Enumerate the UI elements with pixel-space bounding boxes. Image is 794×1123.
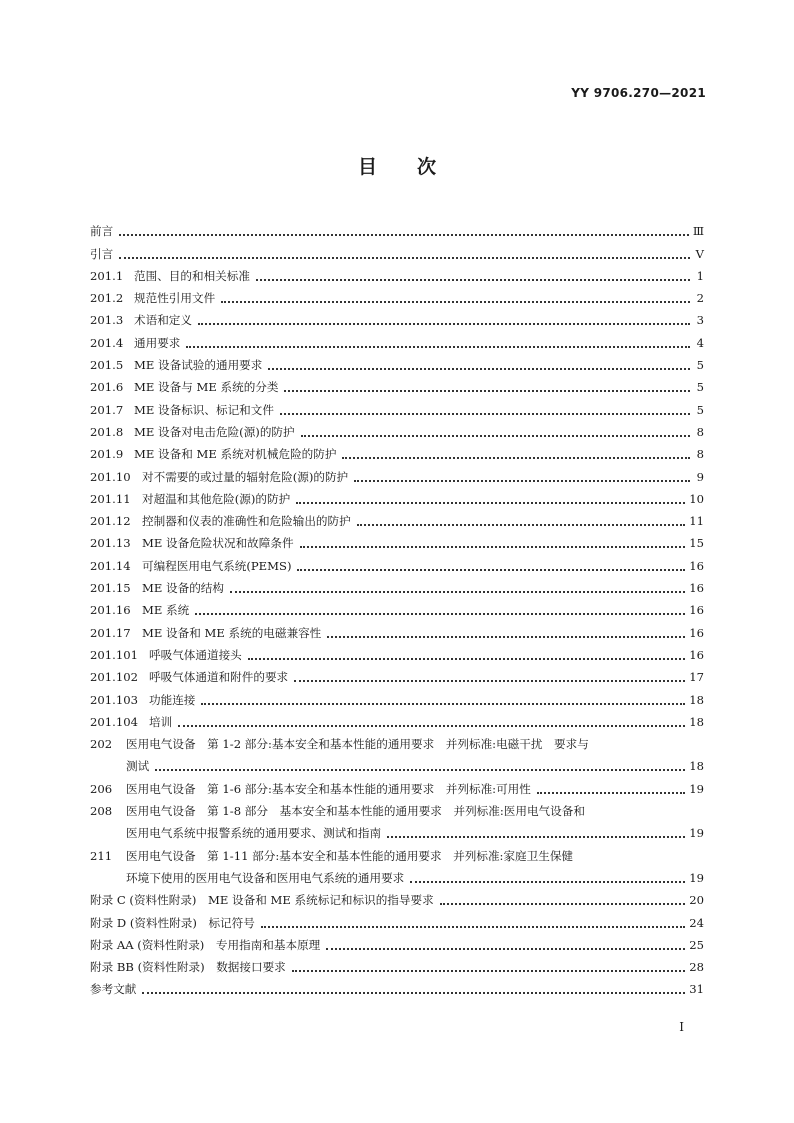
toc-entry-number: 201.4 xyxy=(90,335,124,350)
toc-entry[interactable] xyxy=(90,350,704,372)
title-char-right: 次 xyxy=(417,156,437,178)
toc-entry-page: 5 xyxy=(696,358,704,373)
toc-entry-number: 202 xyxy=(90,737,113,752)
toc-entry-title: 环境下使用的医用电气设备和医用电气系统的通用要求 xyxy=(126,870,405,885)
toc-entry-title: 引言 xyxy=(90,246,114,261)
toc-entry-number: 201.6 xyxy=(90,380,124,395)
toc-entry-page: 19 xyxy=(689,870,704,885)
toc-entry-title: ME 设备标识、标记和文件 xyxy=(134,402,274,417)
dot-leader xyxy=(342,447,690,459)
toc-entry-title: 范围、目的和相关标准 xyxy=(134,268,250,283)
table-of-contents xyxy=(90,216,704,996)
toc-entry[interactable] xyxy=(90,796,704,818)
toc-entry-page: Ⅴ xyxy=(695,246,704,261)
toc-entry-title: 医用电气设备 第 1-11 部分:基本安全和基本性能的通用要求 并列标准:家庭卫生保健 xyxy=(126,848,574,863)
toc-entry-page: 19 xyxy=(689,826,704,841)
toc-entry[interactable] xyxy=(90,216,704,238)
toc-entry[interactable] xyxy=(90,461,704,483)
toc-entry-title: 呼吸气体通道接头 xyxy=(149,647,242,662)
toc-entry-title: 参考文献 xyxy=(90,982,137,997)
dot-leader xyxy=(294,670,685,682)
toc-entry-page: 16 xyxy=(689,647,704,662)
toc-entry-title: 前言 xyxy=(90,224,114,239)
dot-leader xyxy=(186,336,690,348)
toc-entry-title: 功能连接 xyxy=(149,692,196,707)
title-char-left: 目 xyxy=(357,156,377,178)
toc-entry[interactable] xyxy=(90,439,704,461)
dot-leader xyxy=(387,826,685,838)
toc-entry[interactable] xyxy=(90,394,704,416)
page-title xyxy=(0,152,794,179)
toc-entry-number: 201.103 xyxy=(90,692,138,707)
dot-leader xyxy=(327,626,685,638)
toc-entry-title: ME 设备和 ME 系统对机械危险的防护 xyxy=(134,447,337,462)
toc-entry-page: 4 xyxy=(696,335,704,350)
toc-entry[interactable] xyxy=(90,773,704,795)
toc-entry-page: 18 xyxy=(689,714,704,729)
toc-entry-number: 201.3 xyxy=(90,313,124,328)
toc-entry-page: 8 xyxy=(696,447,704,462)
toc-entry-title: 附录 AA (资料性附录) 专用指南和基本原理 xyxy=(90,937,321,952)
toc-entry[interactable] xyxy=(90,930,704,952)
toc-entry-page: 17 xyxy=(689,670,704,685)
toc-entry-number: 201.104 xyxy=(90,714,138,729)
toc-entry-number: 201.17 xyxy=(90,625,131,640)
toc-entry-title: 可编程医用电气系统(PEMS) xyxy=(142,558,292,573)
toc-entry-title: 对超温和其他危险(源)的防护 xyxy=(142,491,291,506)
toc-entry-number: 201.9 xyxy=(90,447,124,462)
toc-entry-title: 医用电气系统中报警系统的通用要求、测试和指南 xyxy=(126,826,382,841)
dot-leader xyxy=(297,559,685,571)
toc-entry-number: 211 xyxy=(90,848,113,863)
toc-entry-page: 16 xyxy=(689,581,704,596)
toc-entry[interactable] xyxy=(90,283,704,305)
toc-entry-title: 规范性引用文件 xyxy=(134,291,216,306)
dot-leader xyxy=(119,247,690,259)
dot-leader xyxy=(292,960,685,972)
toc-entry[interactable] xyxy=(90,305,704,327)
standard-number: YY 9706.270—2021 xyxy=(571,86,706,100)
toc-entry-title: ME 系统 xyxy=(142,603,190,618)
toc-entry[interactable] xyxy=(90,417,704,439)
toc-entry-number: 208 xyxy=(90,804,113,819)
dot-leader xyxy=(280,403,690,415)
toc-entry-page: 25 xyxy=(689,937,704,952)
dot-leader xyxy=(248,648,685,660)
toc-entry-page: Ⅲ xyxy=(692,224,704,239)
toc-entry-title: 培训 xyxy=(149,714,173,729)
toc-entry-title: ME 设备危险状况和故障条件 xyxy=(142,536,294,551)
toc-entry-title: 医用电气设备 第 1-6 部分:基本安全和基本性能的通用要求 并列标准:可用性 xyxy=(126,781,531,796)
toc-entry-page: 5 xyxy=(696,402,704,417)
dot-leader xyxy=(537,782,685,794)
toc-entry-title: ME 设备和 ME 系统的电磁兼容性 xyxy=(142,625,322,640)
toc-entry-page: 16 xyxy=(689,558,704,573)
toc-entry-page: 16 xyxy=(689,625,704,640)
toc-entry-title: 术语和定义 xyxy=(134,313,192,328)
toc-entry-title: ME 设备试验的通用要求 xyxy=(134,358,263,373)
toc-entry-page: 1 xyxy=(696,268,704,283)
toc-entry[interactable] xyxy=(90,684,704,706)
toc-entry[interactable] xyxy=(90,885,704,907)
toc-entry-number: 201.8 xyxy=(90,424,124,439)
toc-entry-page: 5 xyxy=(696,380,704,395)
toc-entry-number: 201.101 xyxy=(90,647,138,662)
dot-leader xyxy=(440,893,686,905)
toc-entry[interactable] xyxy=(90,974,704,996)
toc-entry-number: 201.14 xyxy=(90,558,131,573)
toc-entry[interactable] xyxy=(90,327,704,349)
toc-entry-number: 201.13 xyxy=(90,536,131,551)
toc-entry-page: 8 xyxy=(696,424,704,439)
toc-entry-title: 附录 D (资料性附录) 标记符号 xyxy=(90,915,255,930)
toc-entry[interactable] xyxy=(90,640,704,662)
toc-entry-number: 201.5 xyxy=(90,358,124,373)
dot-leader xyxy=(301,425,690,437)
toc-entry[interactable] xyxy=(90,484,704,506)
dot-leader xyxy=(198,313,690,325)
toc-entry[interactable] xyxy=(90,261,704,283)
dot-leader xyxy=(256,269,690,281)
dot-leader xyxy=(268,358,690,370)
toc-entry-number: 206 xyxy=(90,781,113,796)
toc-entry[interactable] xyxy=(90,662,704,684)
toc-entry[interactable] xyxy=(90,952,704,974)
toc-entry-page: 15 xyxy=(689,536,704,551)
dot-leader xyxy=(296,492,685,504)
toc-entry-page: 24 xyxy=(689,915,704,930)
toc-entry[interactable] xyxy=(90,863,704,885)
dot-leader xyxy=(261,916,685,928)
toc-entry[interactable] xyxy=(90,751,704,773)
dot-leader xyxy=(357,514,686,526)
dot-leader xyxy=(155,759,685,771)
toc-entry-number: 201.7 xyxy=(90,402,124,417)
toc-entry-title: 医用电气设备 第 1-8 部分 基本安全和基本性能的通用要求 并列标准:医用电气设备和 xyxy=(126,804,585,819)
toc-entry-page: 18 xyxy=(689,759,704,774)
toc-entry-page: 3 xyxy=(696,313,704,328)
toc-entry-title: ME 设备对电击危险(源)的防护 xyxy=(134,424,295,439)
toc-entry[interactable] xyxy=(90,707,704,729)
toc-entry-page: 9 xyxy=(696,469,704,484)
toc-entry-number: 201.16 xyxy=(90,603,131,618)
toc-entry[interactable] xyxy=(90,729,704,751)
dot-leader xyxy=(195,603,685,615)
toc-entry-title: 测试 xyxy=(126,759,150,774)
dot-leader xyxy=(300,536,686,548)
toc-entry-number: 201.11 xyxy=(90,491,131,506)
toc-entry[interactable] xyxy=(90,372,704,394)
toc-entry[interactable] xyxy=(90,573,704,595)
toc-entry[interactable] xyxy=(90,818,704,840)
toc-entry-number: 201.2 xyxy=(90,291,124,306)
toc-entry[interactable] xyxy=(90,595,704,617)
dot-leader xyxy=(119,224,689,236)
dot-leader xyxy=(410,871,685,883)
toc-entry[interactable] xyxy=(90,550,704,572)
dot-leader xyxy=(142,982,685,994)
toc-entry-number: 201.15 xyxy=(90,581,131,596)
dot-leader xyxy=(354,470,690,482)
toc-entry[interactable] xyxy=(90,528,704,550)
dot-leader xyxy=(178,715,685,727)
page-number: I xyxy=(679,1020,684,1034)
toc-entry-title: 通用要求 xyxy=(134,335,181,350)
toc-entry[interactable] xyxy=(90,506,704,528)
toc-entry-page: 10 xyxy=(689,491,704,506)
toc-entry-title: 附录 BB (资料性附录) 数据接口要求 xyxy=(90,960,286,975)
toc-entry-page: 28 xyxy=(689,960,704,975)
toc-entry-page: 16 xyxy=(689,603,704,618)
toc-entry-number: 201.102 xyxy=(90,670,138,685)
toc-entry-number: 201.1 xyxy=(90,268,124,283)
toc-entry-title: 附录 C (资料性附录) ME 设备和 ME 系统标记和标识的指导要求 xyxy=(90,893,434,908)
dot-leader xyxy=(201,693,685,705)
toc-entry-title: ME 设备的结构 xyxy=(142,581,224,596)
toc-entry[interactable] xyxy=(90,840,704,862)
toc-entry-title: 控制器和仪表的准确性和危险输出的防护 xyxy=(142,514,351,529)
toc-entry-number: 201.10 xyxy=(90,469,131,484)
dot-leader xyxy=(284,380,690,392)
toc-entry[interactable] xyxy=(90,907,704,929)
toc-entry-title: 对不需要的或过量的辐射危险(源)的防护 xyxy=(142,469,349,484)
toc-entry-page: 20 xyxy=(689,893,704,908)
toc-entry-title: 医用电气设备 第 1-2 部分:基本安全和基本性能的通用要求 并列标准:电磁干扰 要求与 xyxy=(126,737,589,752)
toc-entry-title: 呼吸气体通道和附件的要求 xyxy=(149,670,289,685)
toc-entry-number: 201.12 xyxy=(90,514,131,529)
dot-leader xyxy=(221,291,690,303)
toc-entry-page: 31 xyxy=(689,982,704,997)
dot-leader xyxy=(326,938,685,950)
toc-entry-page: 11 xyxy=(689,514,704,529)
toc-entry-page: 18 xyxy=(689,692,704,707)
toc-entry-page: 2 xyxy=(696,291,704,306)
toc-entry-title: ME 设备与 ME 系统的分类 xyxy=(134,380,279,395)
dot-leader xyxy=(230,581,685,593)
toc-entry[interactable] xyxy=(90,238,704,260)
toc-entry-page: 19 xyxy=(689,781,704,796)
toc-entry[interactable] xyxy=(90,617,704,639)
